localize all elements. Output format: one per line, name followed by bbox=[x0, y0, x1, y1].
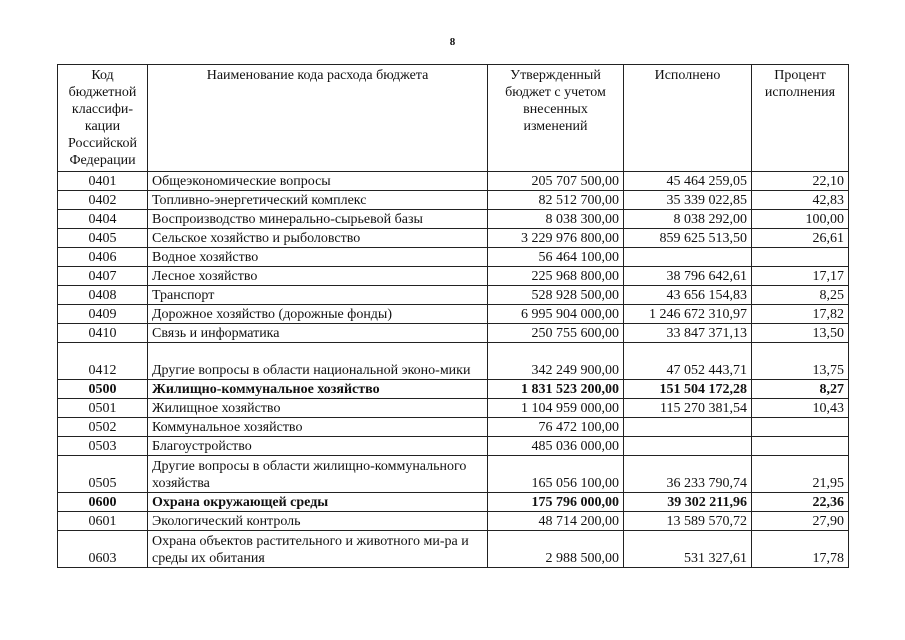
row-name: Коммунальное хозяйство bbox=[148, 418, 488, 437]
row-executed: 8 038 292,00 bbox=[624, 210, 752, 229]
row-approved: 165 056 100,00 bbox=[488, 456, 624, 493]
header-percent: Процент исполнения bbox=[752, 65, 849, 172]
row-name: Общеэкономические вопросы bbox=[148, 172, 488, 191]
row-executed bbox=[624, 418, 752, 437]
table-row bbox=[58, 248, 849, 267]
table-row bbox=[58, 399, 849, 418]
row-executed: 531 327,61 bbox=[624, 531, 752, 568]
row-name: Лесное хозяйство bbox=[148, 267, 488, 286]
table-row bbox=[58, 229, 849, 248]
row-name: Другие вопросы в области национальной эконо-мики bbox=[148, 343, 488, 380]
row-code: 0501 bbox=[58, 399, 148, 418]
row-percent: 27,90 bbox=[752, 512, 849, 531]
table-row bbox=[58, 437, 849, 456]
row-percent: 10,43 bbox=[752, 399, 849, 418]
row-executed: 33 847 371,13 bbox=[624, 324, 752, 343]
row-percent bbox=[752, 418, 849, 437]
row-percent: 22,36 bbox=[752, 493, 849, 512]
table-header-row bbox=[58, 65, 849, 172]
row-code: 0601 bbox=[58, 512, 148, 531]
row-approved: 485 036 000,00 bbox=[488, 437, 624, 456]
row-name: Водное хозяйство bbox=[148, 248, 488, 267]
row-approved: 250 755 600,00 bbox=[488, 324, 624, 343]
row-approved: 1 104 959 000,00 bbox=[488, 399, 624, 418]
row-executed: 1 246 672 310,97 bbox=[624, 305, 752, 324]
row-percent: 22,10 bbox=[752, 172, 849, 191]
row-code: 0410 bbox=[58, 324, 148, 343]
row-code: 0603 bbox=[58, 531, 148, 568]
row-executed: 39 302 211,96 bbox=[624, 493, 752, 512]
row-percent: 42,83 bbox=[752, 191, 849, 210]
row-percent bbox=[752, 437, 849, 456]
row-percent: 17,82 bbox=[752, 305, 849, 324]
row-name: Связь и информатика bbox=[148, 324, 488, 343]
row-code: 0404 bbox=[58, 210, 148, 229]
row-name: Сельское хозяйство и рыболовство bbox=[148, 229, 488, 248]
table-row bbox=[58, 456, 849, 493]
row-percent: 8,25 bbox=[752, 286, 849, 305]
table-row bbox=[58, 493, 849, 512]
row-approved: 6 995 904 000,00 bbox=[488, 305, 624, 324]
row-approved: 56 464 100,00 bbox=[488, 248, 624, 267]
row-executed: 43 656 154,83 bbox=[624, 286, 752, 305]
row-code: 0406 bbox=[58, 248, 148, 267]
row-code: 0412 bbox=[58, 343, 148, 380]
row-name: Воспроизводство минерально-сырьевой базы bbox=[148, 210, 488, 229]
table-row bbox=[58, 512, 849, 531]
row-name: Транспорт bbox=[148, 286, 488, 305]
row-name: Благоустройство bbox=[148, 437, 488, 456]
header-code: Код бюджетной классифи-кации Российской Федерации bbox=[58, 65, 148, 172]
row-executed bbox=[624, 437, 752, 456]
row-code: 0402 bbox=[58, 191, 148, 210]
table-row bbox=[58, 380, 849, 399]
row-name: Охрана окружающей среды bbox=[148, 493, 488, 512]
table-row bbox=[58, 324, 849, 343]
row-executed: 38 796 642,61 bbox=[624, 267, 752, 286]
row-name: Другие вопросы в области жилищно-коммунального хозяйства bbox=[148, 456, 488, 493]
row-executed: 151 504 172,28 bbox=[624, 380, 752, 399]
row-percent: 13,75 bbox=[752, 343, 849, 380]
row-name: Дорожное хозяйство (дорожные фонды) bbox=[148, 305, 488, 324]
row-executed: 115 270 381,54 bbox=[624, 399, 752, 418]
row-executed bbox=[624, 248, 752, 267]
row-percent: 17,78 bbox=[752, 531, 849, 568]
budget-table bbox=[57, 64, 849, 568]
row-executed: 36 233 790,74 bbox=[624, 456, 752, 493]
page-number: 8 bbox=[449, 36, 456, 48]
table-row bbox=[58, 210, 849, 229]
row-name: Охрана объектов растительного и животного ми-ра и среды их обитания bbox=[148, 531, 488, 568]
header-name: Наименование кода расхода бюджета bbox=[148, 65, 488, 172]
row-percent: 8,27 bbox=[752, 380, 849, 399]
row-approved: 48 714 200,00 bbox=[488, 512, 624, 531]
row-code: 0600 bbox=[58, 493, 148, 512]
row-code: 0505 bbox=[58, 456, 148, 493]
row-executed: 13 589 570,72 bbox=[624, 512, 752, 531]
table-row bbox=[58, 418, 849, 437]
table-row bbox=[58, 305, 849, 324]
row-executed: 35 339 022,85 bbox=[624, 191, 752, 210]
row-code: 0409 bbox=[58, 305, 148, 324]
table-row bbox=[58, 343, 849, 380]
row-approved: 225 968 800,00 bbox=[488, 267, 624, 286]
table-row bbox=[58, 267, 849, 286]
table-row bbox=[58, 531, 849, 568]
row-code: 0401 bbox=[58, 172, 148, 191]
row-code: 0500 bbox=[58, 380, 148, 399]
row-code: 0503 bbox=[58, 437, 148, 456]
row-approved: 3 229 976 800,00 bbox=[488, 229, 624, 248]
row-percent: 26,61 bbox=[752, 229, 849, 248]
row-code: 0502 bbox=[58, 418, 148, 437]
row-executed: 47 052 443,71 bbox=[624, 343, 752, 380]
row-approved: 205 707 500,00 bbox=[488, 172, 624, 191]
row-percent: 21,95 bbox=[752, 456, 849, 493]
row-approved: 1 831 523 200,00 bbox=[488, 380, 624, 399]
row-approved: 528 928 500,00 bbox=[488, 286, 624, 305]
table-row bbox=[58, 191, 849, 210]
row-approved: 2 988 500,00 bbox=[488, 531, 624, 568]
row-percent: 13,50 bbox=[752, 324, 849, 343]
row-code: 0407 bbox=[58, 267, 148, 286]
row-executed: 45 464 259,05 bbox=[624, 172, 752, 191]
header-executed: Исполнено bbox=[624, 65, 752, 172]
row-approved: 175 796 000,00 bbox=[488, 493, 624, 512]
row-approved: 76 472 100,00 bbox=[488, 418, 624, 437]
row-percent bbox=[752, 248, 849, 267]
table-row bbox=[58, 286, 849, 305]
row-name: Жилищно-коммунальное хозяйство bbox=[148, 380, 488, 399]
table-row bbox=[58, 172, 849, 191]
row-executed: 859 625 513,50 bbox=[624, 229, 752, 248]
row-name: Экологический контроль bbox=[148, 512, 488, 531]
row-name: Топливно-энергетический комплекс bbox=[148, 191, 488, 210]
row-approved: 342 249 900,00 bbox=[488, 343, 624, 380]
header-approved: Утвержденный бюджет с учетом внесенных изменений bbox=[488, 65, 624, 172]
row-approved: 82 512 700,00 bbox=[488, 191, 624, 210]
row-percent: 17,17 bbox=[752, 267, 849, 286]
row-approved: 8 038 300,00 bbox=[488, 210, 624, 229]
row-name: Жилищное хозяйство bbox=[148, 399, 488, 418]
row-code: 0408 bbox=[58, 286, 148, 305]
row-code: 0405 bbox=[58, 229, 148, 248]
row-percent: 100,00 bbox=[752, 210, 849, 229]
